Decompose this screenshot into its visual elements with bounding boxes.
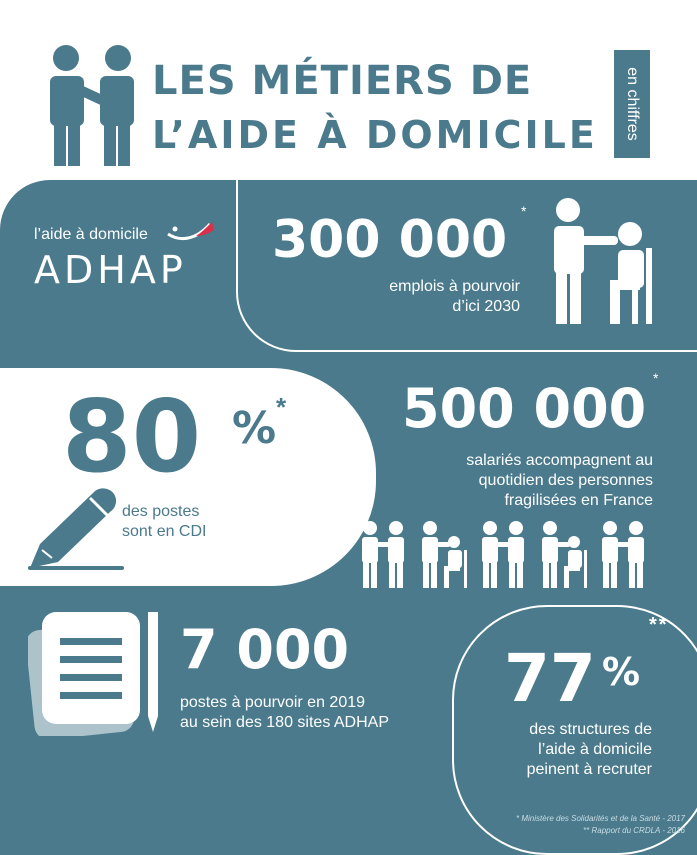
logo-tagline: l’aide à domicile (34, 226, 148, 243)
logo-swoosh-icon (166, 220, 216, 244)
footnote-star: * (521, 203, 527, 219)
title-line-2: L’AIDE À DOMICILE (152, 113, 598, 157)
tag-label: en chiffres (624, 67, 641, 141)
crowd-icon (360, 520, 660, 590)
caregiver-seated-icon (548, 196, 658, 326)
stat-desc: des postes sont en CDI (122, 503, 207, 540)
footnote-2: ** Rapport du CRDLA - 2016 (583, 826, 685, 835)
stat-desc: emplois à pourvoir d’ici 2030 (389, 278, 520, 315)
pen-icon (28, 486, 128, 572)
en-chiffres-tag (614, 50, 650, 158)
logo-brand: ADHAP (34, 248, 187, 292)
people-helping-icon (42, 42, 142, 166)
footnote-star: * (276, 392, 287, 422)
stat-number: 500 000 (402, 377, 647, 440)
stat-desc: postes à pourvoir en 2019 au sein des 180 sites ADHAP (180, 694, 390, 731)
footnote-1: * Ministère des Solidarités et de la Santé - 2017 (516, 814, 685, 823)
stat-number: 300 000 (272, 210, 508, 270)
footnote-star: * (653, 370, 659, 386)
stat-number: 7 000 (180, 618, 350, 681)
stat-unit: % (232, 403, 277, 454)
title-line-1: LES MÉTIERS DE (152, 58, 533, 104)
document-icon (28, 608, 168, 736)
stat-number: 77 (504, 640, 596, 717)
stat-desc: des structures de l’aide à domicile peinent à recruter (526, 721, 652, 778)
footnote-star: ** (649, 614, 669, 636)
stat-desc: salariés accompagnent au quotidien des personnes fragilisées en France (466, 452, 653, 509)
stat-number: 80 (62, 378, 202, 495)
stat-unit: % (602, 650, 641, 694)
